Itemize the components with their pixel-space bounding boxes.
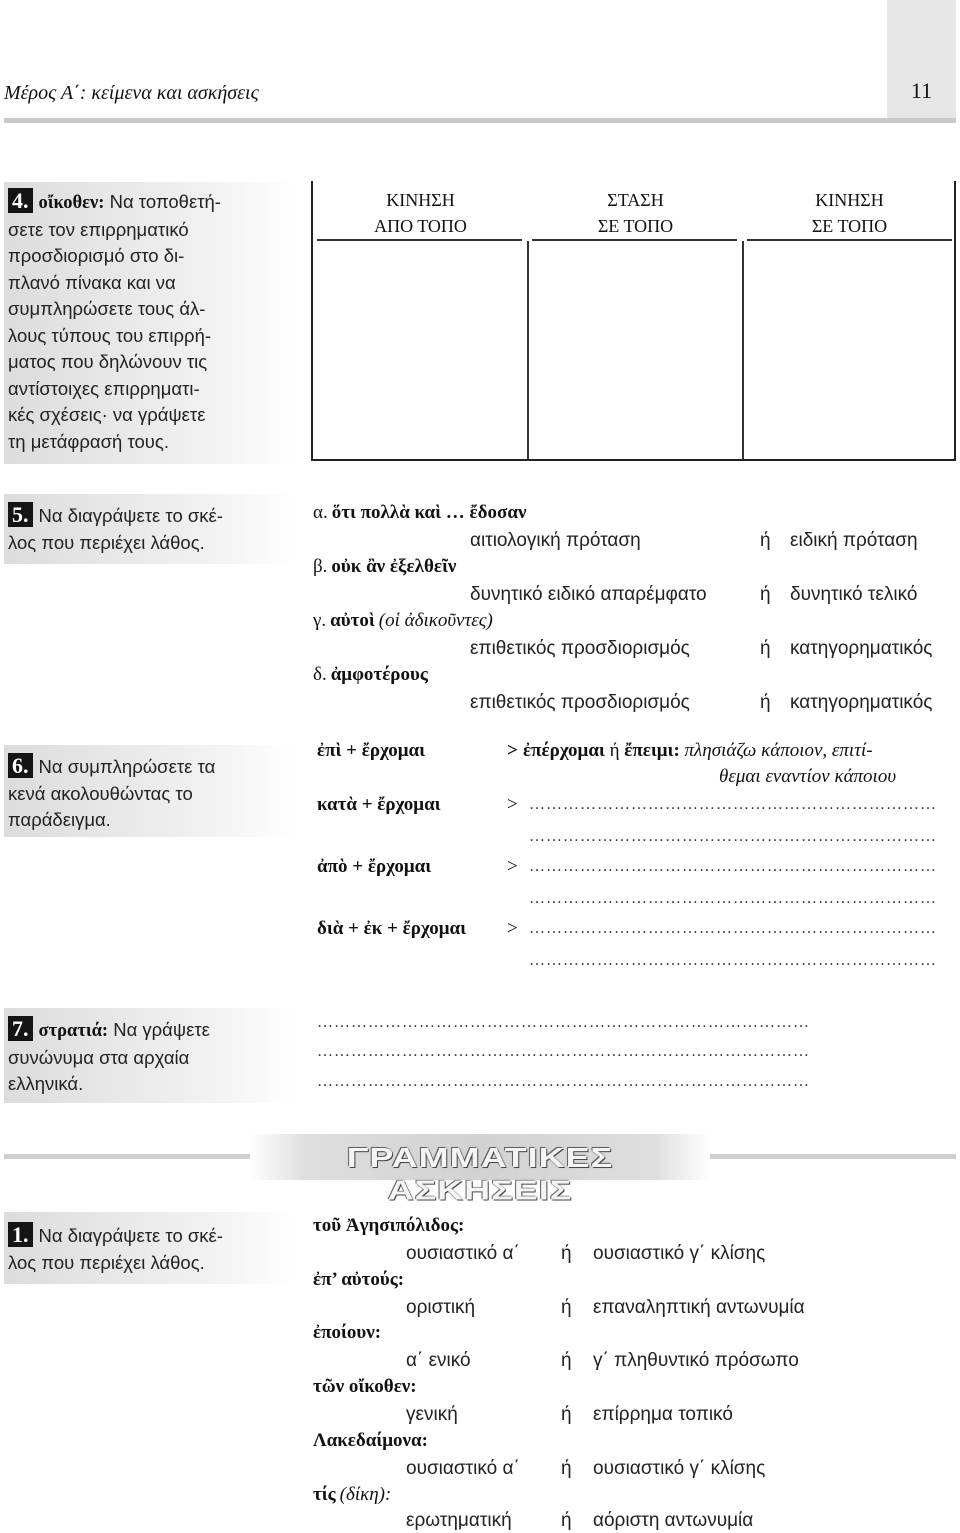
or-word: ή (604, 740, 625, 761)
page-header (0, 0, 960, 130)
or-word: ή (760, 692, 771, 713)
item-letter: α. (313, 502, 328, 523)
exercise-5-item-phrase (313, 664, 428, 686)
instruction-line: λους τύπους του επιρρή- (8, 324, 212, 346)
exercise-6-items (317, 740, 957, 980)
item-word-group (313, 1484, 391, 1506)
section-banner-title: ΓΡΑΜΜΑΤΙΚΕΣ ΑΣΚΗΣΕΙΣ (346, 1141, 614, 1206)
header-line: ΣΕ ΤΟΠΟ (597, 216, 674, 236)
section-title: Μέρος Α΄: κείμενα και ασκήσεις (4, 82, 259, 104)
exercise-5-number: 5. (8, 502, 33, 527)
arrow: > (507, 794, 518, 815)
example-compound: ἐπὶ + ἔρχομαι (317, 740, 426, 761)
item-greek-note: (οἱ ἀδικοῦντες) (378, 610, 493, 631)
option-1[interactable]: ερωτηματική (406, 1510, 512, 1531)
answer-blank[interactable]: ……………………………………………………………… (529, 920, 937, 937)
exercise-5-instructions (4, 502, 223, 556)
option-1[interactable]: γενική (406, 1404, 458, 1425)
table-header-motion-from (313, 187, 528, 239)
table-header-rest-at (528, 187, 743, 239)
table-column-divider (742, 241, 744, 459)
example-meaning: πλησιάζω κάποιον, επιτί- (679, 740, 873, 761)
exercise-6-panel (4, 745, 294, 837)
option-2[interactable]: ειδική πρόταση (790, 530, 918, 551)
option-1[interactable]: δυνητικό ειδικό απαρέμφατο (470, 584, 707, 605)
item-letter: γ. (313, 610, 327, 631)
option-2[interactable]: επαναληπτική αντωνυμία (593, 1297, 805, 1318)
table-cell-motion-to[interactable] (747, 241, 952, 455)
instruction-line: τη μετάφρασή τους. (8, 430, 169, 452)
item-word: τοῦ Ἀγησιπόλιδος: (313, 1215, 465, 1236)
instruction-line: κές σχέσεις· να γράψετε (8, 404, 206, 425)
option-1[interactable]: αιτιολογική πρόταση (470, 530, 641, 551)
answer-blank[interactable]: ……………………………………………………………… (529, 796, 937, 813)
answer-blank[interactable]: ……………………………………………………………… (529, 858, 937, 875)
item-letter: β. (313, 556, 328, 577)
instruction-line: κενά ακολουθώντας το (8, 782, 193, 804)
exercise-4-keyword: οἴκοθεν: (38, 193, 105, 213)
option-2[interactable]: δυνητικό τελικό (790, 584, 918, 605)
table-column-divider (527, 241, 529, 459)
instruction-line: Να γράψετε (108, 1019, 210, 1040)
header-line: ΣΕ ΤΟΠΟ (811, 216, 888, 236)
option-2[interactable]: κατηγορηματικός (790, 638, 933, 659)
instruction-line: παράδειγμα. (8, 809, 111, 830)
item-greek-phrase: αὐτοὶ (330, 610, 375, 631)
item-letter: δ. (313, 664, 327, 685)
option-2[interactable]: ουσιαστικό γ΄ κλίσης (593, 1243, 766, 1264)
instruction-line: προσδιορισμό στο δι- (8, 245, 185, 266)
instruction-line: Να συμπληρώσετε τα (38, 756, 216, 777)
grammar-exercise-1-items (313, 1215, 958, 1533)
exercise-6-instructions (4, 753, 215, 834)
instruction-line: συνώνυμα στα αρχαία (8, 1046, 190, 1068)
exercise-6-number: 6. (8, 753, 33, 778)
example-meaning: θεμαι εναντίον κάποιου (719, 766, 897, 787)
option-2[interactable]: ουσιαστικό γ΄ κλίσης (593, 1458, 766, 1479)
option-2[interactable]: επίρρημα τοπικό (593, 1404, 733, 1425)
instruction-line: σετε τον επιρρηματικό (8, 218, 189, 240)
table-cell-rest-at[interactable] (532, 241, 737, 455)
instruction-line: πλανό πίνακα και να (8, 271, 176, 293)
answer-blank[interactable]: ……………………………………………………………… (529, 952, 937, 969)
exercise-7-instructions (4, 1016, 210, 1098)
instruction-line: λος που περιέχει λάθος. (8, 1251, 205, 1273)
grammar-exercise-1-instructions (4, 1222, 223, 1276)
item-word: Λακεδαίμονα: (313, 1430, 428, 1451)
answer-blank[interactable]: ……………………………………………………………… (529, 828, 937, 845)
arrow: > (507, 918, 518, 939)
compound-verb: ἀπὸ + ἔρχομαι (317, 856, 432, 877)
or-word: ή (561, 1350, 572, 1371)
adverb-table (311, 181, 956, 461)
example-verb: ἐπέρχομαι (523, 740, 605, 761)
or-word: ή (760, 638, 771, 659)
exercise-5-panel (4, 494, 294, 564)
exercise-7-keyword: στρατιά: (38, 1021, 109, 1041)
instruction-line: Να διαγράψετε το σκέ- (38, 505, 223, 526)
exercise-4-instructions (4, 188, 221, 455)
or-word: ή (561, 1243, 572, 1264)
header-line: ΚΙΝΗΣΗ (815, 190, 884, 210)
instruction-line: Να τοποθετή- (104, 191, 221, 212)
option-1[interactable]: ουσιαστικό α΄ (406, 1243, 520, 1264)
item-word-note: (δίκη): (339, 1484, 392, 1505)
exercise-5-item-phrase (313, 556, 456, 578)
option-1[interactable]: α΄ ενικό (406, 1350, 471, 1371)
option-2[interactable]: κατηγορηματικός (790, 692, 933, 713)
instruction-line: ελληνικά. (8, 1073, 84, 1094)
compound-verb: διὰ + ἐκ + ἔρχομαι (317, 918, 466, 939)
arrow: > (507, 856, 518, 877)
item-greek-phrase: ὅτι πολλὰ καὶ … ἔδοσαν (331, 502, 527, 523)
exercise-7-number: 7. (8, 1016, 33, 1041)
exercise-5-item-phrase (313, 610, 493, 632)
answer-blank[interactable]: ……………………………………………………………… (529, 890, 937, 907)
item-greek-phrase: οὐκ ἂν ἐξελθεῖν (331, 556, 457, 577)
arrow: > (507, 740, 518, 761)
instruction-line: Να διαγράψετε το σκέ- (38, 1225, 223, 1246)
instruction-line: συμπληρώσετε τους άλ- (8, 298, 206, 319)
instruction-line: λος που περιέχει λάθος. (8, 531, 205, 553)
example-result (523, 740, 873, 762)
instruction-line: ματος που δηλώνουν τις (8, 351, 208, 372)
option-2[interactable]: αόριστη αντωνυμία (593, 1510, 754, 1531)
or-word: ή (561, 1404, 572, 1425)
example-verb: ἔπειμι: (624, 740, 680, 761)
exercise-4-panel (4, 182, 294, 464)
grammar-exercise-1-panel (4, 1212, 294, 1284)
header-divider (4, 118, 956, 123)
item-word: ἐπ’ αὐτούς: (313, 1269, 405, 1290)
answer-blank[interactable]: …………………………………………………………………………… (317, 1073, 810, 1090)
table-cell-motion-from[interactable] (317, 241, 522, 455)
header-line: ΑΠΟ ΤΟΠΟ (374, 216, 467, 236)
answer-blank[interactable]: …………………………………………………………………………… (317, 1043, 810, 1060)
item-word: τῶν οἴκοθεν: (313, 1376, 417, 1397)
option-1[interactable]: οριστική (406, 1297, 476, 1318)
or-word: ή (561, 1510, 572, 1531)
grammar-exercise-1-number: 1. (8, 1222, 33, 1247)
option-2[interactable]: γ΄ πληθυντικό πρόσωπο (593, 1350, 799, 1371)
exercise-5-item-phrase (313, 502, 526, 524)
or-word: ή (760, 530, 771, 551)
item-word: ἐποίουν: (313, 1322, 382, 1343)
or-word: ή (561, 1458, 572, 1479)
header-line: ΚΙΝΗΣΗ (386, 190, 455, 210)
page-number: 11 (910, 78, 933, 103)
or-word: ή (561, 1297, 572, 1318)
compound-verb: κατὰ + ἔρχομαι (317, 794, 441, 815)
exercise-4-number: 4. (8, 188, 33, 213)
option-1[interactable]: επιθετικός προσδιορισμός (470, 692, 690, 713)
item-word: τίς (313, 1484, 336, 1505)
or-word: ή (760, 584, 771, 605)
table-header-motion-to (743, 187, 956, 239)
answer-blank[interactable]: …………………………………………………………………………… (317, 1014, 810, 1031)
header-line: ΣΤΑΣΗ (607, 190, 664, 210)
option-1[interactable]: ουσιαστικό α΄ (406, 1458, 520, 1479)
option-1[interactable]: επιθετικός προσδιορισμός (470, 638, 690, 659)
instruction-line: αντίστοιχες επιρρηματι- (8, 377, 200, 399)
exercise-7-panel (4, 1008, 294, 1103)
item-greek-phrase: ἀμφοτέρους (330, 664, 428, 685)
